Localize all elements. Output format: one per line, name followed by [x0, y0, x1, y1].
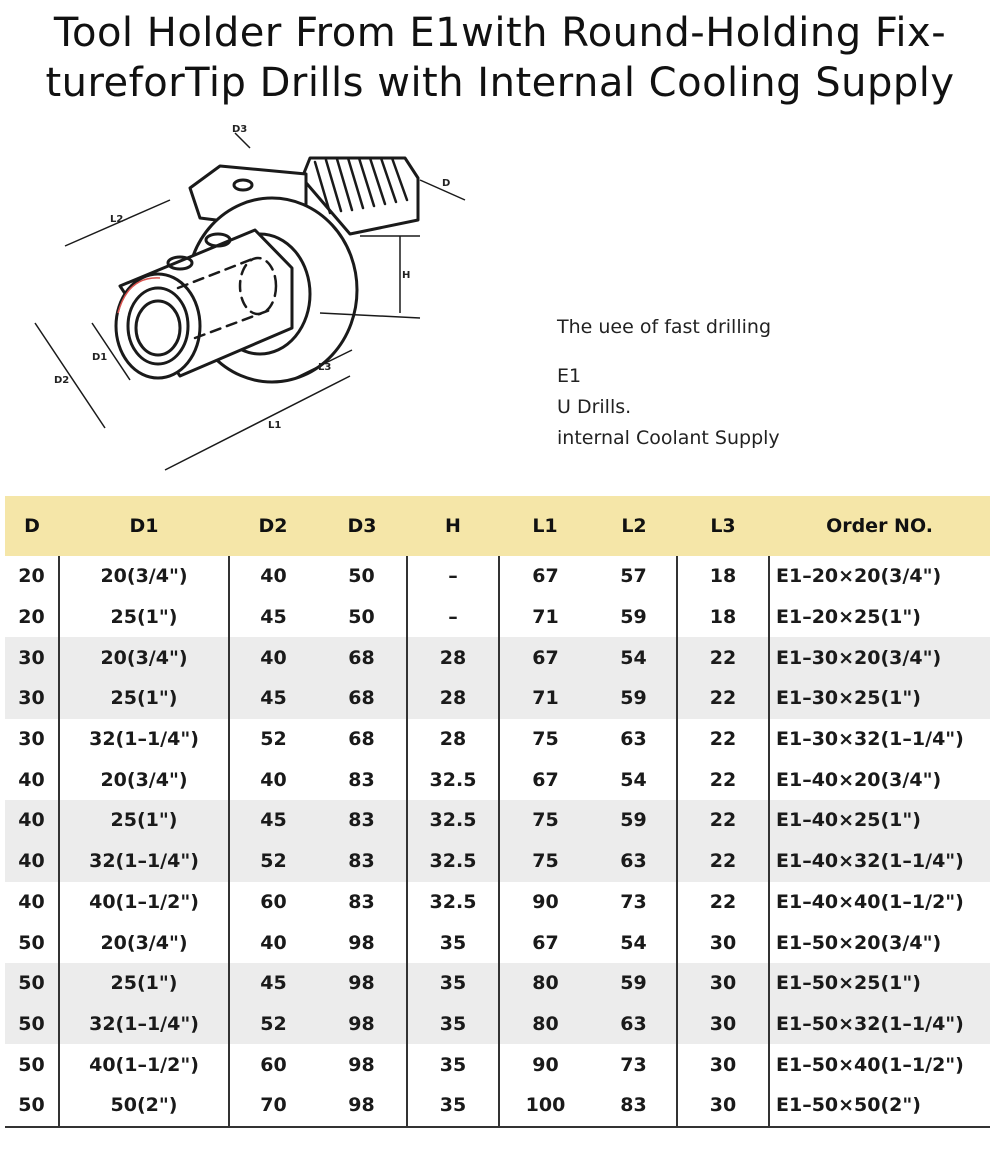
cell-d: 40 [5, 841, 59, 882]
cell-h: – [407, 556, 499, 597]
cell-order-no: E1–20×25(1") [769, 597, 990, 638]
note-e1: E1 [557, 365, 582, 387]
cell-l1: 71 [499, 597, 591, 638]
cell-l2: 63 [591, 1004, 677, 1045]
cell-d3: 50 [348, 606, 375, 629]
cell-d: 30 [18, 728, 45, 751]
cell-d3: 83 [348, 768, 375, 791]
cell-d: 50 [5, 1004, 59, 1045]
label-d: D [442, 178, 451, 189]
cell-d1: 25(1") [59, 678, 229, 719]
table-row [5, 719, 990, 760]
cell-l3: 30 [677, 922, 769, 963]
cell-d2: 45 [229, 800, 317, 841]
cell-l3: 18 [677, 597, 769, 638]
page-title [0, 8, 1000, 108]
cell-h: 32.5 [407, 800, 499, 841]
cell-l2: 83 [620, 1094, 647, 1117]
header-d1: D1 [59, 496, 229, 556]
cell-l1: 80 [499, 1004, 591, 1045]
cell-d1: 20(3/4") [59, 922, 229, 963]
cell-h: 28 [407, 637, 499, 678]
note-coolant: internal Coolant Supply [557, 427, 780, 449]
cell-h: 28 [407, 719, 499, 760]
cell-d: 20 [18, 565, 45, 588]
cell-d3: 98 [348, 1094, 375, 1117]
cell-l1: 100 [499, 1085, 591, 1127]
cell-l3: 22 [677, 719, 769, 760]
cell-order-no: E1–50×40(1–1/2") [769, 1044, 990, 1085]
cell-order-no: E1–20×20(3/4") [769, 556, 990, 597]
cell-order-no: E1–30×25(1") [769, 678, 990, 719]
cell-l3: 22 [677, 759, 769, 800]
spec-table [5, 496, 990, 1128]
label-l2: L2 [110, 214, 124, 225]
cell-order-no: E1–50×32(1–1/4") [769, 1004, 990, 1045]
cell-d3: 98 [348, 1053, 375, 1076]
cell-d2: 45 [229, 597, 317, 638]
label-d3: D3 [232, 124, 248, 135]
cell-d1: 25(1") [59, 800, 229, 841]
header-order-no: Order NO. [769, 496, 990, 556]
cell-l2: 63 [591, 841, 677, 882]
table-row [5, 1044, 990, 1085]
cell-h: 32.5 [407, 841, 499, 882]
cell-d: 50 [18, 931, 45, 954]
cell-l2: 73 [620, 890, 647, 913]
cell-l2: 54 [620, 768, 647, 791]
table-row [5, 678, 990, 719]
cell-d2: 40 [229, 759, 317, 800]
cell-h: 28 [407, 678, 499, 719]
cell-d3: 50 [348, 565, 375, 588]
cell-d2: 60 [229, 1044, 317, 1085]
cell-l3: 22 [677, 882, 769, 923]
cell-l1: 71 [499, 678, 591, 719]
cell-d3: 68 [317, 637, 407, 678]
table-header-row [5, 496, 990, 556]
cell-h: 35 [407, 1085, 499, 1127]
cell-order-no: E1–40×25(1") [769, 800, 990, 841]
label-l1: L1 [268, 420, 282, 431]
cell-d2: 70 [229, 1085, 317, 1127]
table-row [5, 922, 990, 963]
cell-l2: 59 [591, 800, 677, 841]
cell-d2: 40 [229, 922, 317, 963]
cell-d3: 68 [348, 728, 375, 751]
cell-order-no: E1–50×25(1") [769, 963, 990, 1004]
note-fast-drilling: The uee of fast drilling [557, 316, 772, 338]
cell-l2: 73 [620, 1053, 647, 1076]
cell-l2: 57 [620, 565, 647, 588]
cell-d3: 83 [348, 890, 375, 913]
cell-d: 50 [18, 1094, 45, 1117]
cell-h: – [407, 597, 499, 638]
cell-d3: 83 [317, 841, 407, 882]
table-row [5, 800, 990, 841]
cell-d1: 25(1") [59, 597, 229, 638]
cell-d: 40 [18, 890, 45, 913]
table-row [5, 556, 990, 597]
cell-l1: 67 [499, 759, 591, 800]
cell-d2: 60 [229, 882, 317, 923]
cell-l3: 30 [677, 1044, 769, 1085]
header-d: D [5, 496, 59, 556]
table-row [5, 963, 990, 1004]
cell-h: 35 [407, 963, 499, 1004]
cell-l3: 22 [677, 841, 769, 882]
cell-l3: 30 [677, 1004, 769, 1045]
cell-l3: 22 [677, 678, 769, 719]
table-row [5, 841, 990, 882]
note-u-drills: U Drills. [557, 396, 632, 418]
cell-d: 40 [5, 800, 59, 841]
table-row [5, 882, 990, 923]
cell-order-no: E1–40×32(1–1/4") [769, 841, 990, 882]
title-line-1: Tool Holder From E1with Round-Holding Fix- [53, 10, 947, 56]
cell-d: 20 [18, 606, 45, 629]
cell-order-no: E1–30×20(3/4") [769, 637, 990, 678]
cell-order-no: E1–40×40(1–1/2") [769, 882, 990, 923]
cell-l3: 18 [677, 556, 769, 597]
cell-d2: 52 [229, 1004, 317, 1045]
cell-order-no: E1–50×20(3/4") [769, 922, 990, 963]
cell-l2: 59 [591, 678, 677, 719]
cell-h: 32.5 [407, 759, 499, 800]
cell-order-no: E1–30×32(1–1/4") [769, 719, 990, 760]
cell-d2: 45 [229, 963, 317, 1004]
header-d2: D2 [229, 496, 317, 556]
label-d1: D1 [92, 352, 108, 363]
cell-d3: 68 [317, 678, 407, 719]
cell-d1: 25(1") [59, 963, 229, 1004]
cell-d1: 32(1–1/4") [59, 719, 229, 760]
cell-h: 35 [407, 922, 499, 963]
cell-d: 50 [5, 963, 59, 1004]
cell-d3: 98 [317, 963, 407, 1004]
cell-l1: 90 [499, 882, 591, 923]
cell-l1: 67 [499, 637, 591, 678]
header-l2: L2 [591, 496, 677, 556]
cell-d2: 52 [229, 841, 317, 882]
cell-d1: 20(3/4") [59, 637, 229, 678]
table-row [5, 597, 990, 638]
cell-d: 40 [18, 768, 45, 791]
cell-l1: 67 [499, 556, 591, 597]
table-row [5, 637, 990, 678]
cell-d2: 40 [229, 556, 317, 597]
usage-notes [557, 312, 780, 454]
spec-table-body [5, 556, 990, 1127]
cell-d2: 40 [229, 637, 317, 678]
label-l3: L3 [318, 362, 332, 373]
title-line-2: tureforTip Drills with Internal Cooling Supply [45, 60, 955, 106]
cell-d: 30 [5, 637, 59, 678]
header-l3: L3 [677, 496, 769, 556]
cell-d1: 40(1–1/2") [59, 1044, 229, 1085]
cell-l3: 22 [677, 637, 769, 678]
cell-l3: 22 [677, 800, 769, 841]
cell-d1: 20(3/4") [59, 759, 229, 800]
cell-h: 35 [407, 1004, 499, 1045]
header-h: H [407, 496, 499, 556]
cell-l3: 30 [677, 963, 769, 1004]
cell-l2: 63 [620, 728, 647, 751]
cell-l1: 90 [499, 1044, 591, 1085]
cell-l2: 59 [620, 606, 647, 629]
cell-d1: 50(2") [59, 1085, 229, 1127]
cell-d3: 98 [348, 931, 375, 954]
cell-d1: 20(3/4") [59, 556, 229, 597]
cell-d1: 32(1–1/4") [59, 1004, 229, 1045]
table-row [5, 1004, 990, 1045]
cell-l3: 30 [677, 1085, 769, 1127]
cell-l1: 75 [499, 800, 591, 841]
cell-d1: 40(1–1/2") [59, 882, 229, 923]
cell-order-no: E1–40×20(3/4") [769, 759, 990, 800]
header-l1: L1 [499, 496, 591, 556]
cell-d3: 83 [317, 800, 407, 841]
header-d3: D3 [317, 496, 407, 556]
cell-d1: 32(1–1/4") [59, 841, 229, 882]
table-row [5, 1085, 990, 1127]
cell-h: 35 [407, 1044, 499, 1085]
cell-d3: 98 [317, 1004, 407, 1045]
cell-l1: 75 [499, 719, 591, 760]
label-d2: D2 [54, 375, 70, 386]
cell-l2: 54 [591, 637, 677, 678]
cell-d: 30 [5, 678, 59, 719]
cell-h: 32.5 [407, 882, 499, 923]
cell-d2: 52 [229, 719, 317, 760]
cell-order-no: E1–50×50(2") [769, 1085, 990, 1127]
cell-d2: 45 [229, 678, 317, 719]
tool-holder-drawing [10, 118, 490, 488]
cell-l1: 80 [499, 963, 591, 1004]
cell-l1: 67 [499, 922, 591, 963]
cell-l2: 54 [620, 931, 647, 954]
cell-l1: 75 [499, 841, 591, 882]
table-row [5, 759, 990, 800]
label-h: H [402, 270, 411, 281]
cell-d: 50 [18, 1053, 45, 1076]
cell-l2: 59 [591, 963, 677, 1004]
